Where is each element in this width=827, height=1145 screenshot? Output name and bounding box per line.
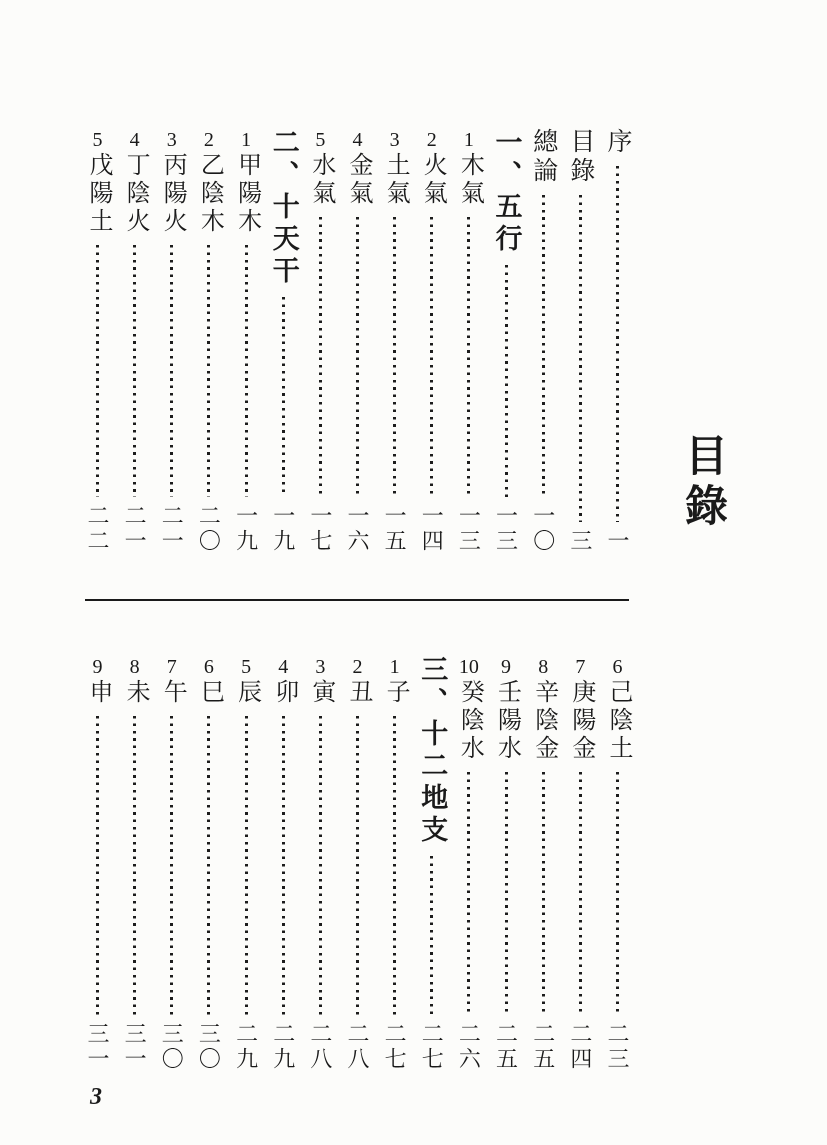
toc-entry [116,655,153,1072]
toc-entry [376,128,413,554]
entry-title: 水氣 [307,152,334,208]
toc-entry [116,128,153,554]
toc-entry [562,655,599,1072]
entry-number: 1 [389,656,400,678]
toc-entry [228,128,265,554]
toc-entry [488,655,525,1072]
toc-entry [599,128,636,554]
entry-title: 丑 [344,679,371,707]
entry-page-number: 一三 [456,504,482,554]
entry-title: 三、十二地支 [417,655,448,847]
entry-title: 子 [382,679,409,707]
toc-entry [79,655,116,1072]
toc-entry [376,655,413,1072]
entry-title: 壬陽水 [493,679,520,763]
dotted-leader [282,716,285,1015]
entry-title: 卯 [270,679,297,707]
entry-number: 3 [389,129,400,151]
toc-entry [339,655,376,1072]
toc-entry [190,655,227,1072]
entry-title: 木氣 [456,152,483,208]
entry-page-number: 二五 [493,1022,519,1072]
entry-title: 二、十天干 [268,128,299,288]
entry-title: 午 [159,679,186,707]
entry-page-number: 一六 [344,504,370,554]
entry-page-number: 二七 [382,1022,408,1072]
toc-upper-section [79,128,636,554]
entry-title: 癸陰水 [456,679,483,763]
entry-page-number: 二八 [344,1022,370,1072]
toc-entry [525,655,562,1072]
entry-page-number: 二八 [307,1022,333,1072]
page-side-title: 目錄 [679,433,726,533]
dotted-leader [207,245,210,497]
entry-page-number: 二九 [270,1022,296,1072]
entry-page-number: 二一 [122,504,148,554]
toc-entry [190,128,227,554]
entry-page-number: 二四 [567,1022,593,1072]
entry-number: 5 [92,129,103,151]
entry-number: 9 [501,656,512,678]
entry-number: 6 [203,656,214,678]
entry-title: 未 [122,679,149,707]
dotted-leader [170,716,173,1015]
toc-entry [79,128,116,554]
dotted-leader [579,195,582,522]
dotted-leader [505,772,508,1015]
toc-entry [228,655,265,1072]
dotted-leader [245,716,248,1015]
toc-entry [265,655,302,1072]
entry-number: 1 [241,129,252,151]
toc-entry [562,128,599,554]
dotted-leader [356,217,359,497]
toc-entry [450,655,487,1072]
entry-page-number: 三一 [122,1022,148,1072]
dotted-leader [542,195,545,497]
entry-page-number: 二五 [530,1022,556,1072]
entry-title: 甲陽木 [233,152,260,236]
entry-page-number: 三一 [85,1022,110,1072]
dotted-leader [393,217,396,497]
entry-title: 土氣 [382,152,409,208]
dotted-leader [393,716,396,1015]
entry-number: 3 [166,129,177,151]
dotted-leader [356,716,359,1015]
entry-title: 己陰土 [604,679,631,763]
toc-entry [599,655,636,1072]
entry-number: 2 [203,129,214,151]
entry-title: 丙陽火 [159,152,186,236]
entry-page-number: 三 [567,529,593,554]
entry-title: 辛陰金 [530,679,557,763]
entry-number: 1 [463,129,474,151]
toc-entry [339,128,376,554]
toc-entry [302,128,339,554]
entry-title: 一、五行 [491,128,522,256]
entry-title: 丁陰火 [122,152,149,236]
entry-page-number: 一四 [419,504,445,554]
entry-number: 6 [612,656,623,678]
dotted-leader [245,245,248,497]
entry-number: 2 [352,656,363,678]
entry-page-number: 一〇 [530,504,556,554]
entry-title: 目錄 [566,128,594,186]
dotted-leader [579,772,582,1015]
entry-page-number: 一九 [233,504,259,554]
entry-title: 總論 [529,128,557,186]
entry-number: 4 [352,129,363,151]
dotted-leader [96,716,99,1015]
entry-number: 8 [538,656,549,678]
entry-number: 2 [426,129,437,151]
toc-entry [265,128,302,554]
entry-title: 戊陽土 [85,152,111,236]
toc-entry [153,128,190,554]
dotted-leader [430,856,433,1015]
dotted-leader [282,297,285,497]
entry-number: 7 [166,656,177,678]
entry-number: 5 [241,656,252,678]
entry-page-number: 一九 [270,504,296,554]
dotted-leader [505,265,508,497]
entry-page-number: 一 [604,529,630,554]
entry-number: 10 [458,656,479,678]
section-divider [85,599,629,601]
dotted-leader [467,217,470,497]
dotted-leader [170,245,173,497]
entry-number: 9 [92,656,103,678]
entry-number: 4 [278,656,289,678]
entry-page-number: 三〇 [159,1022,185,1072]
entry-page-number: 一三 [493,504,519,554]
toc-lower-section [79,655,636,1072]
entry-number: 8 [129,656,140,678]
entry-page-number: 三〇 [196,1022,222,1072]
entry-page-number: 二一 [159,504,185,554]
entry-number: 5 [315,129,326,151]
dotted-leader [133,245,136,497]
toc-entry [413,655,450,1072]
entry-title: 辰 [233,679,260,707]
toc-entry [302,655,339,1072]
toc-entry [488,128,525,554]
entry-number: 7 [575,656,586,678]
entry-page-number: 二六 [456,1022,482,1072]
entry-title: 庚陽金 [567,679,594,763]
entry-page-number: 一五 [382,504,408,554]
entry-title: 寅 [307,679,334,707]
dotted-leader [542,772,545,1015]
toc-entry [525,128,562,554]
entry-title: 金氣 [344,152,371,208]
dotted-leader [96,245,99,497]
entry-page-number: 二七 [419,1022,445,1072]
entry-page-number: 一七 [307,504,333,554]
dotted-leader [133,716,136,1015]
entry-title: 申 [85,679,111,707]
entry-title: 巳 [196,679,223,707]
entry-number: 4 [129,129,140,151]
dotted-leader [430,217,433,497]
toc-entry [413,128,450,554]
dotted-leader [319,217,322,497]
entry-title: 火氣 [419,152,446,208]
entry-title: 序 [603,128,631,157]
entry-title: 乙陰木 [196,152,223,236]
dotted-leader [207,716,210,1015]
toc-entry [450,128,487,554]
dotted-leader [319,716,322,1015]
entry-page-number: 二二 [85,504,110,554]
toc-entry [153,655,190,1072]
entry-page-number: 二〇 [196,504,222,554]
entry-number: 3 [315,656,326,678]
dotted-leader [616,772,619,1015]
entry-page-number: 二三 [604,1022,630,1072]
entry-page-number: 二九 [233,1022,259,1072]
page-folio-number: 3 [90,1084,102,1110]
dotted-leader [616,166,619,522]
dotted-leader [467,772,470,1015]
